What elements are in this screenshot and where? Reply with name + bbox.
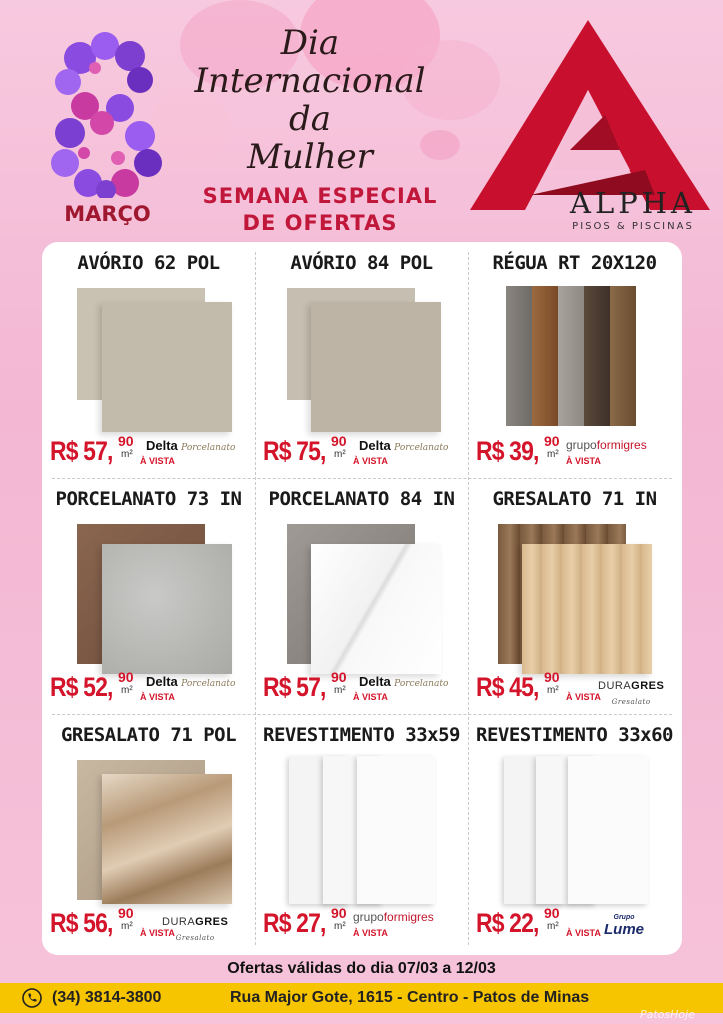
payment-label: À VISTA — [140, 928, 175, 938]
tile-image — [568, 756, 648, 904]
tile-image — [311, 302, 441, 432]
price-cents: 90 — [544, 669, 560, 685]
subtitle-line: DE OFERTAS — [242, 211, 398, 235]
watermark-text: PatosHoje — [640, 1008, 695, 1021]
price-unit: m² — [334, 449, 346, 460]
price-amount: R$ 27, — [263, 908, 326, 938]
delta-brand-logo — [146, 438, 235, 453]
product-name: REVESTIMENTO 33x59 — [263, 724, 460, 746]
validity-notice: Ofertas válidas do dia 07/03 a 12/03 — [227, 960, 496, 977]
product-card[interactable] — [255, 478, 468, 715]
brand-name: ALPHA — [570, 186, 696, 220]
maker-name: Delta — [146, 438, 178, 453]
price-amount: R$ 56, — [50, 908, 113, 938]
product-name: PORCELANATO 84 IN — [268, 488, 455, 510]
tile-image — [610, 286, 636, 426]
price-tag — [50, 904, 175, 944]
duragres-brand-logo — [162, 916, 228, 942]
price-cents: 90 — [544, 433, 560, 449]
price-amount: R$ 22, — [476, 908, 539, 938]
price-cents: 90 — [331, 433, 347, 449]
delta-brand-logo — [359, 438, 448, 453]
product-name: REVESTIMENTO 33x60 — [476, 724, 673, 746]
maker-sub: Gresalato — [611, 698, 651, 706]
title-line: Dia — [280, 23, 340, 63]
price-unit: m² — [547, 685, 559, 696]
formigres-brand-logo — [353, 910, 434, 924]
maker-name: DURA — [162, 916, 196, 928]
price-amount: R$ 39, — [476, 436, 539, 466]
product-card[interactable] — [468, 478, 681, 715]
price-cents: 90 — [118, 433, 134, 449]
page-title — [190, 24, 430, 176]
price-amount: R$ 52, — [50, 672, 113, 702]
payment-label: À VISTA — [566, 692, 601, 702]
product-name: AVÓRIO 84 POL — [290, 252, 433, 274]
payment-label: À VISTA — [140, 456, 175, 466]
brand-tagline: PISOS & PISCINAS — [572, 221, 694, 232]
header — [0, 0, 723, 245]
maker-line: Porcelanato — [181, 443, 236, 453]
product-name: AVÓRIO 62 POL — [77, 252, 220, 274]
product-name: GRESALATO 71 POL — [60, 724, 237, 746]
payment-label: À VISTA — [353, 928, 388, 938]
tile-image — [102, 774, 232, 904]
tile-image — [311, 544, 441, 674]
date-label: MARÇO — [64, 202, 151, 226]
product-card[interactable] — [255, 714, 468, 951]
price-tag — [476, 904, 601, 944]
price-unit: m² — [334, 685, 346, 696]
product-card[interactable] — [42, 478, 255, 715]
store-address: Rua Major Gote, 1615 - Centro - Patos de Minas — [230, 989, 590, 1006]
maker-name: DURA — [598, 680, 632, 692]
formigres-brand-logo — [566, 438, 647, 452]
price-unit: m² — [547, 921, 559, 932]
maker-name: Delta — [146, 674, 178, 689]
maker-sub: Gresalato — [175, 934, 215, 942]
product-card[interactable] — [42, 714, 255, 951]
offer-subtitle — [175, 183, 465, 237]
phone-number[interactable]: (34) 3814-3800 — [52, 989, 162, 1006]
maker-line: formigres — [383, 910, 434, 924]
tile-image — [357, 756, 435, 904]
price-amount: R$ 57, — [50, 436, 113, 466]
maker-line: Porcelanato — [181, 679, 236, 689]
tile-image — [522, 544, 652, 674]
price-amount: R$ 45, — [476, 672, 539, 702]
price-amount: R$ 75, — [263, 436, 326, 466]
maker-line: GRES — [195, 916, 229, 928]
maker-line: Lume — [604, 921, 645, 938]
title-line: Internacional — [194, 61, 426, 101]
price-unit: m² — [547, 449, 559, 460]
payment-label: À VISTA — [566, 928, 601, 938]
maker-line: formigres — [596, 438, 647, 452]
price-cents: 90 — [544, 905, 560, 921]
payment-label: À VISTA — [353, 692, 388, 702]
payment-label: À VISTA — [140, 692, 175, 702]
price-amount: R$ 57, — [263, 672, 326, 702]
price-cents: 90 — [118, 669, 134, 685]
product-card[interactable] — [468, 714, 681, 951]
product-name: GRESALATO 71 IN — [492, 488, 657, 510]
footer-bar — [0, 983, 723, 1013]
tile-image — [102, 544, 232, 674]
payment-label: À VISTA — [566, 456, 601, 466]
maker-line: Porcelanato — [394, 679, 449, 689]
tile-image — [558, 286, 584, 426]
title-line: Mulher — [247, 137, 373, 177]
maker-line: Porcelanato — [394, 443, 449, 453]
delta-brand-logo — [359, 674, 448, 689]
product-name: PORCELANATO 73 IN — [55, 488, 242, 510]
title-line: da — [288, 99, 332, 139]
maker-name: Delta — [359, 674, 391, 689]
subtitle-line: SEMANA ESPECIAL — [202, 184, 438, 208]
lume-brand-logo — [604, 914, 644, 938]
phone-icon — [22, 988, 42, 1008]
price-cents: 90 — [331, 669, 347, 685]
price-unit: m² — [334, 921, 346, 932]
price-unit: m² — [121, 685, 133, 696]
price-unit: m² — [121, 921, 133, 932]
tile-image — [102, 302, 232, 432]
tile-image — [584, 286, 610, 426]
price-cents: 90 — [331, 905, 347, 921]
product-card[interactable] — [255, 242, 468, 479]
maker-name: grupo — [353, 910, 384, 924]
maker-name: Grupo — [613, 914, 635, 921]
delta-brand-logo — [146, 674, 235, 689]
tile-image — [532, 286, 558, 426]
product-name: RÉGUA RT 20X120 — [492, 252, 657, 274]
price-cents: 90 — [118, 905, 134, 921]
duragres-brand-logo — [598, 680, 664, 706]
product-card[interactable] — [468, 242, 681, 479]
number-eight-balloons-icon — [40, 28, 170, 198]
price-unit: m² — [121, 449, 133, 460]
maker-line: GRES — [631, 680, 665, 692]
product-grid — [42, 242, 682, 955]
maker-name: Delta — [359, 438, 391, 453]
product-card[interactable] — [42, 242, 255, 479]
tile-image — [506, 286, 532, 426]
payment-label: À VISTA — [353, 456, 388, 466]
maker-name: grupo — [566, 438, 597, 452]
price-tag — [476, 668, 601, 708]
